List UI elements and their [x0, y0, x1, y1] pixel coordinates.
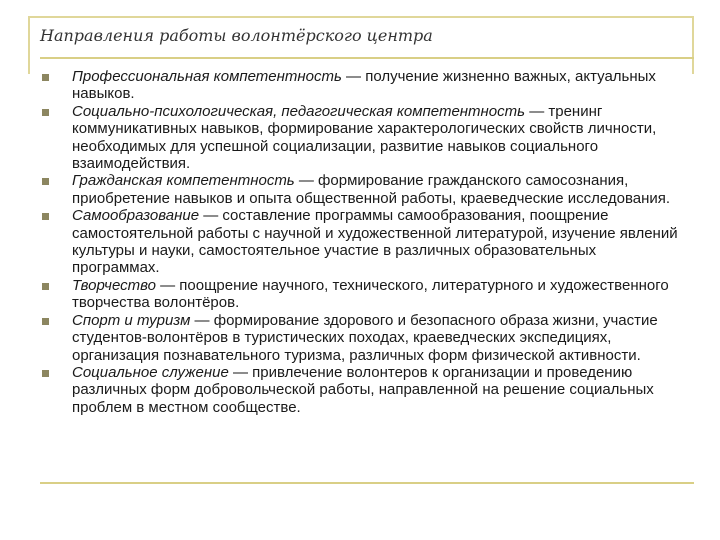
- item-text: — получение жизненно важных, актуальных навыков.: [72, 68, 656, 103]
- list-item: [40, 103, 680, 173]
- direction-list: [40, 68, 680, 416]
- item-text: — поощрение научного, технического, литературного и художественного творчества волонтёров.: [72, 276, 669, 312]
- item-text: — тренинг коммуникативных навыков, формирование характерологических свойств личности, необходимых для успешной социализации, развитие навыков социального взаимодействия.: [72, 102, 657, 173]
- list-item: [40, 364, 680, 416]
- frame-right-border: [692, 16, 694, 74]
- square-bullet-icon: [42, 178, 49, 185]
- list-item: [40, 277, 680, 312]
- square-bullet-icon: [42, 109, 49, 116]
- item-text: — привлечение волонтеров к организации и проведению различных форм добровольческой работы, направленной на решение социальных проблем в местном сообществе.: [72, 363, 654, 416]
- list-item: [40, 172, 680, 207]
- item-text: — формирование здорового и безопасного образа жизни, участие студентов-волонтёров в туристических походах, краеведческих экспедициях, организация познавательного туризма, различных форм физической активности.: [72, 311, 658, 364]
- square-bullet-icon: [42, 74, 49, 81]
- item-text: — составление программы самообразования, поощрение самостоятельной работы с научной и художественной литературой, изучение явлений культуры и науки, самостоятельное участие в различных образовательных программах.: [72, 207, 678, 277]
- item-term: Творчество: [72, 276, 156, 294]
- frame-top-border: [28, 16, 694, 18]
- title-divider: [40, 57, 694, 59]
- slide-title: Направления работы волонтёрского центра: [40, 26, 433, 45]
- bottom-divider: [40, 482, 694, 484]
- item-term: Социальное служение: [72, 363, 229, 381]
- item-term: Профессиональная компетентность: [72, 68, 342, 85]
- item-term: Спорт и туризм: [72, 311, 191, 329]
- frame-left-border: [28, 16, 30, 74]
- item-term: Социально-психологическая, педагогическая компетентность: [72, 102, 526, 120]
- item-term: Гражданская компетентность: [72, 172, 295, 190]
- item-text: — формирование гражданского самосознания, приобретение навыков и опыта общественной работы, краеведческие исследования.: [72, 172, 671, 207]
- list-item: [40, 312, 680, 364]
- square-bullet-icon: [42, 283, 49, 290]
- list-item: [40, 68, 680, 103]
- square-bullet-icon: [42, 318, 49, 325]
- list-item: [40, 207, 680, 277]
- square-bullet-icon: [42, 213, 49, 220]
- item-term: Самообразование: [72, 207, 200, 225]
- square-bullet-icon: [42, 370, 49, 377]
